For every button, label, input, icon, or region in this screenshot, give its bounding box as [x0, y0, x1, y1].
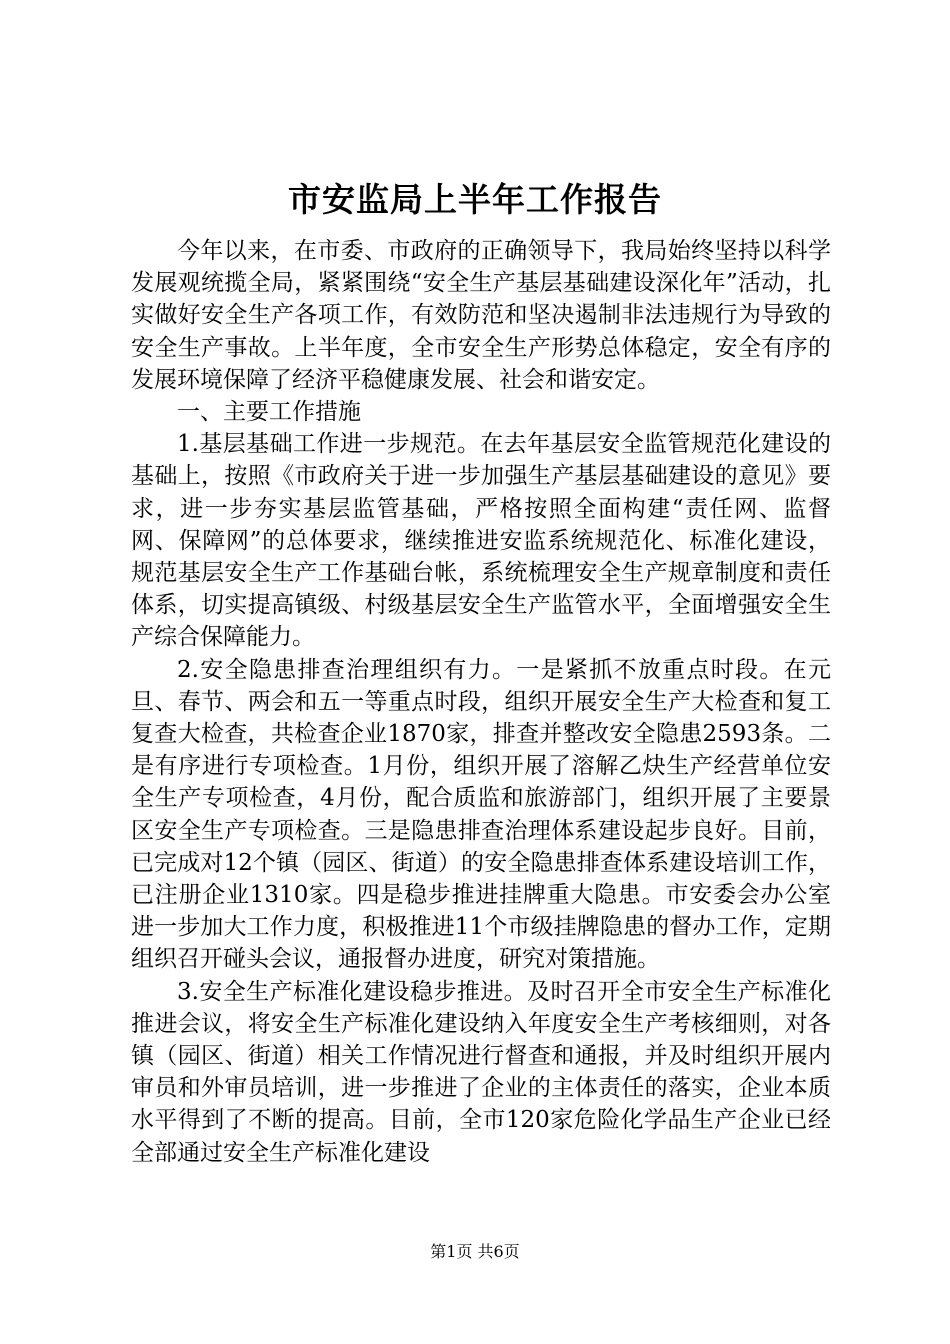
paragraph-item-1: 1.基层基础工作进一步规范。在去年基层安全监管规范化建设的基础上，按照《市政府关于进一步加强生产基层基础建设的意见》要求，进一步夯实基层监管基础，严格按照全面构建“责任网、监督网、保障网”的总体要求，继续推进安监系统规范化、标准化建设，规范基层安全生产工作基础台帐，系统梳理安全生产规章制度和责任体系，切实提高镇级、村级基层安全生产监管水平，全面增强安全生产综合保障能力。: [131, 431, 831, 651]
document-title: 市安监局上半年工作报告: [288, 180, 662, 219]
document-body: [131, 235, 831, 1169]
section-heading: 一、主要工作措施: [177, 399, 361, 426]
paragraph-intro: 今年以来，在市委、市政府的正确领导下，我局始终坚持以科学发展观统揽全局，紧紧围绕“安全生产基层基础建设深化年”活动，扎实做好安全生产各项工作，有效防范和坚决遏制非法违规行为导致的安全生产事故。上半年度，全市安全生产形势总体稳定，安全有序的发展环境保障了经济平稳健康发展、社会和谐安定。: [131, 238, 831, 393]
page-number-footer: 第1页 共6页: [430, 1242, 520, 1261]
paragraph-item-2: 2.安全隐患排查治理组织有力。一是紧抓不放重点时段。在元旦、春节、两会和五一等重点时段，组织开展安全生产大检查和复工复查大检查，共检查企业1870家，排查并整改安全隐患2593条。二是有序进行专项检查。1月份，组织开展了溶解乙炔生产经营单位安全生产专项检查，4月份，配合质监和旅游部门，组织开展了主要景区安全生产专项检查。三是隐患排查治理体系建设起步良好。目前，已完成对12个镇（园区、街道）的安全隐患排查体系建设培训工作，已注册企业1310家。四是稳步推进挂牌重大隐患。市安委会办公室进一步加大工作力度，积极推进11个市级挂牌隐患的督办工作，定期组织召开碰头会议，通报督办进度，研究对策措施。: [131, 656, 831, 973]
paragraph-item-3: 3.安全生产标准化建设稳步推进。及时召开全市安全生产标准化推进会议，将安全生产标准化建设纳入年度安全生产考核细则，对各镇（园区、街道）相关工作情况进行督查和通报，并及时组织开展内审员和外审员培训，进一步推进了企业的主体责任的落实，企业本质水平得到了不断的提高。目前，全市120家危险化学品生产企业已经全部通过安全生产标准化建设: [131, 978, 831, 1166]
